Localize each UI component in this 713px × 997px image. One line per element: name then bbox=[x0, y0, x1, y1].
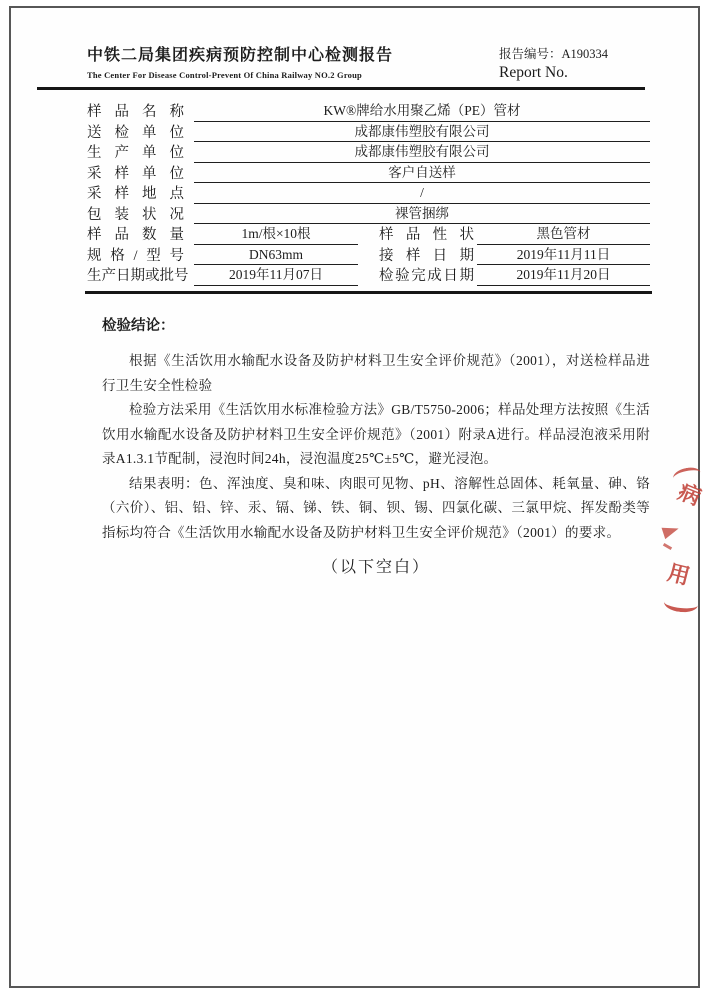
field-label-spec-model: 规 格 / 型 号 bbox=[87, 247, 184, 264]
table-row bbox=[87, 265, 650, 286]
field-label-packaging: 包 装 状 况 bbox=[87, 206, 184, 223]
field-value-submitting-unit: 成都康伟塑胶有限公司 bbox=[194, 125, 650, 143]
field-value-packaging: 裸管捆绑 bbox=[194, 207, 650, 225]
sample-info-table bbox=[87, 101, 650, 286]
report-number-value: A190334 bbox=[561, 47, 609, 61]
field-label-sample-name: 样 品 名 称 bbox=[87, 104, 184, 120]
field-value-sampling-place: / bbox=[194, 186, 650, 204]
conclusion-paragraph-basis: 根据《生活饮用水输配水设备及防护材料卫生安全评价规范》（2001），对送检样品进行卫生安全性检验 bbox=[102, 353, 650, 393]
report-title-chinese: 中铁二局集团疾病预防控制中心检测报告 bbox=[87, 47, 394, 64]
table-row bbox=[87, 204, 650, 225]
report-number-english: Report No. bbox=[499, 64, 568, 81]
header-divider-line bbox=[37, 87, 645, 90]
field-value-completion-date: 2019年11月20日 bbox=[477, 268, 650, 286]
field-value-manufacturer: 成都康伟塑胶有限公司 bbox=[194, 145, 650, 163]
report-number-label: 报告编号： bbox=[499, 47, 562, 61]
section-divider-line bbox=[85, 291, 652, 294]
table-row bbox=[87, 183, 650, 204]
seal-character-top: 病 bbox=[674, 478, 705, 511]
conclusion-heading: 检验结论： bbox=[102, 318, 175, 334]
field-label-submitting-unit: 送 检 单 位 bbox=[87, 124, 184, 141]
field-label-sampling-place: 采 样 地 点 bbox=[87, 186, 184, 202]
field-value-spec-model: DN63mm bbox=[194, 248, 358, 266]
scanned-report-page bbox=[9, 6, 700, 988]
field-label-receive-date: 接 样 日 期 bbox=[379, 247, 474, 264]
field-label-manufacturer: 生 产 单 位 bbox=[87, 145, 184, 161]
field-value-sample-name: KW®牌给水用聚乙烯（PE）管材 bbox=[194, 104, 650, 122]
table-row bbox=[87, 142, 650, 163]
table-row bbox=[87, 163, 650, 184]
field-label-completion-date: 检 验 完 成 日 期 bbox=[379, 268, 474, 284]
conclusion-section bbox=[102, 314, 650, 577]
table-row bbox=[87, 245, 650, 266]
field-value-sampling-unit: 客户自送样 bbox=[194, 166, 650, 184]
field-label-sample-quantity: 样 品 数 量 bbox=[87, 227, 184, 243]
conclusion-paragraph-method: 检验方法采用《生活饮用水标准检验方法》GB/T5750-2006；样品处理方法按照《生活饮用水输配水设备及防护材料卫生安全评价规范》（2001）附录A进行。样品浸泡液采用附录A1.3.1节配制，浸泡时间24h，浸泡温度25℃±5℃，避光浸泡。 bbox=[102, 402, 650, 466]
table-row bbox=[87, 101, 650, 122]
conclusion-paragraph-results: 结果表明：色、浑浊度、臭和味、肉眼可见物、pH、溶解性总固体、耗氧量、砷、铬（六价）、铝、铅、锌、汞、镉、锑、铁、铜、钡、锡、四氯化碳、三氯甲烷、挥发酚类等指标均符合《生活饮用水输配水设备及防护材料卫生安全评价规范》（2001）的要求。 bbox=[102, 475, 650, 540]
seal-character-bottom: 用 bbox=[665, 559, 693, 590]
field-value-sample-quantity: 1m/根×10根 bbox=[194, 227, 358, 245]
field-label-production-date: 生 产 日 期 或 批 号 bbox=[87, 268, 189, 284]
table-row bbox=[87, 224, 650, 245]
field-value-sample-appearance: 黑色管材 bbox=[477, 227, 650, 245]
field-value-receive-date: 2019年11月11日 bbox=[477, 248, 650, 266]
field-label-sample-appearance: 样 品 性 状 bbox=[379, 227, 474, 243]
blank-below-note: （以下空白） bbox=[321, 559, 430, 576]
field-label-sampling-unit: 采 样 单 位 bbox=[87, 165, 184, 182]
report-number-line bbox=[499, 44, 608, 62]
table-row bbox=[87, 122, 650, 143]
report-title-english: The Center For Disease Control-Prevent Of China Railway NO.2 Group bbox=[87, 70, 362, 80]
field-value-production-date: 2019年11月07日 bbox=[194, 268, 358, 286]
